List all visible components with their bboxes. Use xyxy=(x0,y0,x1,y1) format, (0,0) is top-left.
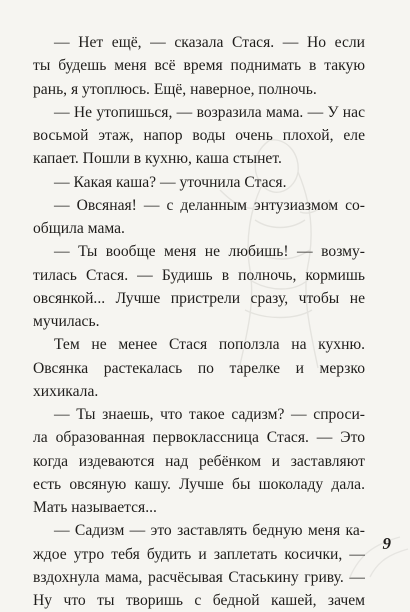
text-line: ла образованная первоклассница Стася. — Это xyxy=(33,429,365,447)
text-line: мучилась. xyxy=(33,313,100,330)
text-line: — Не утопишься, — возразила мама. — У нас xyxy=(54,103,365,121)
text-line: — Ты знаешь, что такое садизм? — спроси- xyxy=(54,406,365,423)
text-line: вздохнула мама, расчёсывая Стаськину гриву. — xyxy=(33,568,365,586)
text-line: — Овсяная! — с деланным энтузиазмом со- xyxy=(54,196,365,214)
body-text xyxy=(33,31,365,612)
text-line: ты будешь меня всё время поднимать в такую xyxy=(33,57,365,75)
text-line: тилась Стася. — Будишь в полночь, кормишь xyxy=(33,266,365,284)
text-line: общила мама. xyxy=(33,220,125,237)
text-line: есть овсяную кашу. Лучше бы шоколаду дала. xyxy=(33,475,365,493)
text-line: рань, я утоплюсь. Ещё, наверное, полночь. xyxy=(33,80,317,98)
text-line: хихикала. xyxy=(33,382,99,400)
text-line: Ну что ты творишь с бедной кашей, зачем xyxy=(33,592,365,609)
text-line: Тем не менее Стася поползла на кухню. xyxy=(54,336,365,354)
text-line: — Садизм — это заставлять бедную меня ка- xyxy=(54,522,365,540)
text-line: ждое утро тебя будить и заплетать косички, — xyxy=(33,545,365,563)
text-line: восьмой этаж, напор воды очень плохой, еле xyxy=(33,127,365,144)
text-line: капает. Пошли в кухню, каша стынет. xyxy=(33,150,282,168)
text-line: — Какая каша? — уточнила Стася. xyxy=(54,173,287,191)
text-line: Мать называется... xyxy=(33,499,157,516)
text-line: овсянкой... Лучше пристрели сразу, чтобы не xyxy=(33,289,365,307)
text-line: — Нет ещё, — сказала Стася. — Но если xyxy=(54,34,365,51)
text-line: — Ты вообще меня не любишь! — возму- xyxy=(54,243,365,261)
page-number: 9 xyxy=(382,534,391,553)
text-line: Овсянка растекалась по тарелке и мерзко xyxy=(33,359,365,377)
text-line: когда издеваются над ребёнком и заставляют xyxy=(33,452,365,470)
